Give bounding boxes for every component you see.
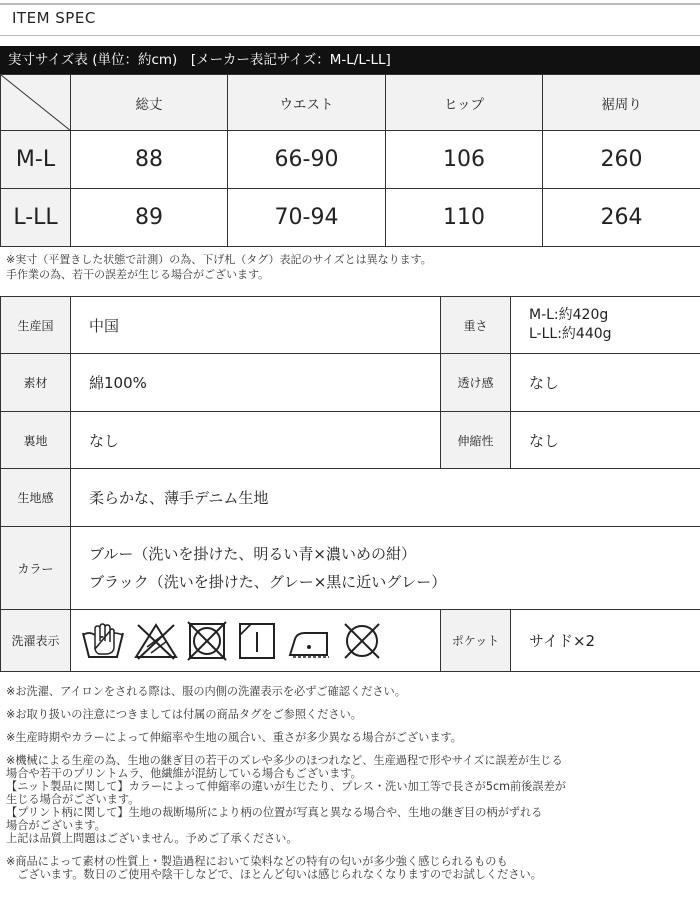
column-header-hip: ヒップ (386, 75, 543, 131)
fabric-label: 生地感 (1, 469, 71, 527)
note-line: 【ニット製品に関して】カラーによって伸縮率の違いが生じたり、プレス・洗い加工等で長さが5cm前後誤差が (6, 780, 566, 793)
note-line: ※機械による生産の為、生地の継ぎ目の若干のズレや多少のほつれなど、生産過程で形やサイズに誤差が生じる (6, 754, 563, 767)
size-table (0, 74, 700, 247)
care-label: 洗濯表示 (1, 610, 71, 672)
care-notes (6, 685, 696, 881)
hip-value: 110 (386, 189, 543, 247)
pocket-label: ポケット (441, 610, 511, 672)
spec-table (0, 296, 700, 672)
table-row (1, 412, 700, 469)
column-header-hem: 裾周り (543, 75, 700, 131)
size-table-caption: 実寸サイズ表 (単位：約cm) [メーカー表記サイズ：M-L/L-LL] (0, 46, 700, 74)
weight-label: 重さ (441, 297, 511, 354)
table-row (1, 469, 700, 527)
color-line: ブルー（洗いを掛けた、明るい青×濃いめの紺） (89, 545, 416, 563)
waist-value: 66-90 (228, 131, 386, 189)
note-line: ※生産時期やカラーによって伸縮率や生地の風合い、重さが多少異なる場合がございます。 (6, 731, 462, 744)
note-line: ※商品によって素材の性質上・製造過程において染料などの特有の匂いが多少強く感じられるものも (6, 855, 508, 868)
note-line: 場合がございます。 (6, 819, 106, 832)
table-row (1, 297, 700, 354)
section-title: ITEM SPEC (12, 9, 96, 27)
weight-value (511, 297, 700, 354)
section-header (0, 0, 700, 36)
lining-label: 裏地 (1, 412, 71, 469)
material-label: 素材 (1, 354, 71, 412)
table-row (1, 189, 700, 247)
color-label: カラー (1, 527, 71, 610)
material-value: 綿100% (71, 354, 441, 412)
table-row (1, 527, 700, 610)
size-table-corner (1, 75, 71, 131)
color-value (71, 527, 700, 610)
header-rule-bottom (0, 35, 700, 36)
waist-value: 70-94 (228, 189, 386, 247)
column-header-waist: ウエスト (228, 75, 386, 131)
size-label: L-LL (1, 189, 71, 247)
hem-value: 264 (543, 189, 700, 247)
size-note-line: 手作業の為、若干の誤差が生じる場合がございます。 (6, 268, 270, 281)
sheer-value: なし (511, 354, 700, 412)
weight-line: L-LL:約440g (529, 326, 612, 342)
pocket-value: サイド×2 (511, 610, 700, 672)
no-tumble-dry-icon (185, 619, 229, 663)
lining-value: なし (71, 412, 441, 469)
no-dry-clean-icon (339, 619, 385, 663)
size-note-line: ※実寸（平置きした状態で計測）の為、下げ札（タグ）表記のサイズとは異なります。 (6, 253, 432, 266)
size-table-header-row (1, 75, 700, 131)
size-label: M-L (1, 131, 71, 189)
origin-label: 生産国 (1, 297, 71, 354)
hand-wash-icon (79, 619, 127, 663)
color-line: ブラック（洗いを掛けた、グレー×黒に近いグレー） (89, 573, 447, 591)
hip-value: 106 (386, 131, 543, 189)
table-row (1, 131, 700, 189)
hem-value: 260 (543, 131, 700, 189)
note-line: 生じる場合がございます。 (6, 793, 140, 806)
stretch-value: なし (511, 412, 700, 469)
note-line: 【プリント柄に関して】生地の裁断場所により柄の位置が写真と異なる場合や、生地の継ぎ目の柄がずれる (6, 806, 543, 819)
column-header-length: 総丈 (71, 75, 228, 131)
line-dry-icon (235, 619, 279, 663)
care-icons (71, 610, 441, 672)
origin-value: 中国 (71, 297, 441, 354)
table-row (1, 610, 700, 672)
iron-low-icon (285, 619, 333, 663)
no-bleach-icon (133, 619, 179, 663)
fabric-value: 柔らかな、薄手デニム生地 (71, 469, 700, 527)
size-notes (6, 252, 432, 282)
note-line: ございます。数日のご使用や陰干しなどで、ほとんど匂いは感じられなくなりますのでお試しください。 (6, 868, 542, 881)
stretch-label: 伸縮性 (441, 412, 511, 469)
length-value: 88 (71, 131, 228, 189)
note-line: 場合や若干のプリントムラ、他繊維が混紡している場合もございます。 (6, 767, 362, 780)
note-line: ※お洗濯、アイロンをされる際は、服の内側の洗濯表示を必ずご確認ください。 (6, 685, 406, 698)
note-line: 上記は品質上問題はございません。予めご了承ください。 (6, 832, 298, 845)
table-row (1, 354, 700, 412)
header-rule-top (0, 3, 700, 5)
weight-line: M-L:約420g (529, 307, 609, 323)
sheer-label: 透け感 (441, 354, 511, 412)
length-value: 89 (71, 189, 228, 247)
note-line: ※お取り扱いの注意につきましては付属の商品タグをご参照ください。 (6, 708, 362, 721)
diagonal-line (1, 75, 71, 131)
